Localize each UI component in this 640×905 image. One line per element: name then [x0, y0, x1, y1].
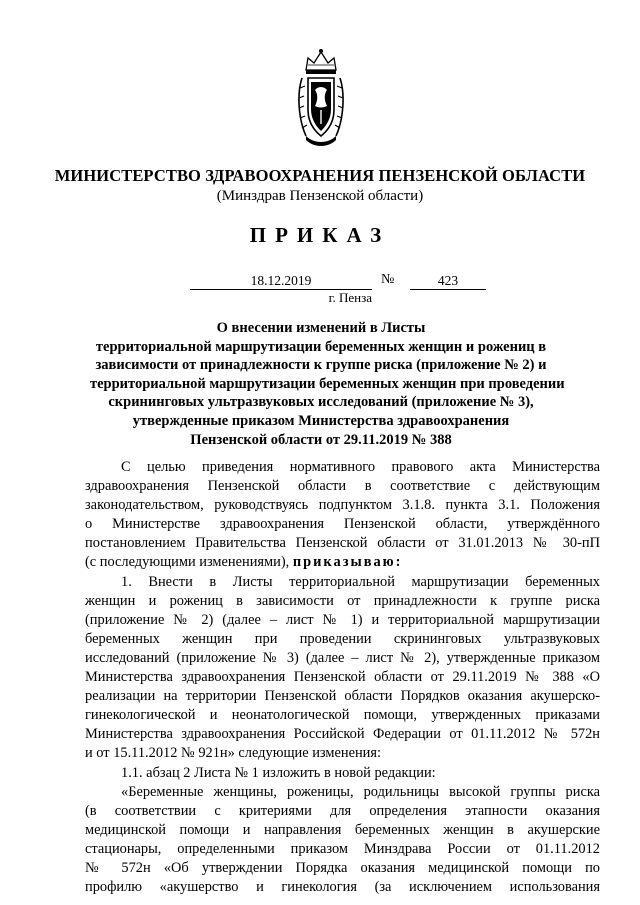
title-line: территориальной маршрутизации беременных женщин и рожениц в [95, 338, 547, 355]
order-city: г. Пенза [328, 290, 372, 305]
ministry-short-name: (Минздрав Пензенской области) [216, 188, 424, 204]
document-type-heading: ПРИКАЗ [249, 223, 391, 247]
body-line: Министерства здравоохранения Пензенской области от 29.11.2019 № 388 «О [85, 669, 600, 686]
title-line: территориальной маршрутизации беременных женщин при проведении [90, 375, 565, 392]
body-line: женщин и рожениц в зависимости от принадлежности к группе риска [85, 592, 600, 609]
body-line: № 572н «Об утверждении Порядка оказания медицинской помощи по [85, 859, 600, 876]
body-text-fragment: (с последующими изменениями), [85, 554, 293, 571]
body-line: о Министерстве здравоохранения Пензенской области, утверждённого [85, 516, 600, 533]
coat-of-arms-emblem [296, 48, 346, 150]
title-line: скрининговых ультразвуковых исследований (приложение № 3), [108, 394, 534, 411]
body-line: гинекологической и неонатологической помощи, утвержденных приказами [85, 707, 600, 724]
body-line: здравоохранения Пензенской области в соответствие с действующим [85, 478, 600, 495]
body-line: законодательством, руководствуясь подпунктом 3.1.8. пункта 3.1. Положения [85, 497, 600, 514]
number-sign: № [381, 272, 395, 287]
order-number: 423 [410, 273, 486, 290]
title-line: зависимости от принадлежности к группе риска (приложение № 2) и [95, 357, 547, 374]
body-line: 1. Внести в Листы территориальной маршрутизации беременных [121, 573, 600, 590]
body-line: профилю «акушерство и гинекология (за исключением использования [85, 879, 600, 896]
title-line: утвержденные приказом Министерства здравоохранения [132, 412, 510, 429]
body-line: исследований (приложение № 3) (далее – лист № 2), утвержденные приказом [85, 649, 600, 666]
body-line: (приложение № 2) (далее – лист № 1) и территориальной маршрутизации [85, 611, 600, 628]
order-body [85, 458, 600, 897]
body-line [85, 553, 600, 572]
body-line: 1.1. абзац 2 Листа № 1 изложить в новой редакции: [121, 764, 436, 781]
body-line: постановлением Правительства Пензенской области от 31.01.2013 № 30-пП [85, 535, 600, 552]
body-line: Министерства здравоохранения Российской Федерации от 01.11.2012 № 572н [85, 726, 600, 743]
ministry-name: МИНИСТЕРСТВО ЗДРАВООХРАНЕНИЯ ПЕНЗЕНСКОЙ ОБЛАСТИ [54, 166, 586, 185]
body-line: и от 15.11.2012 № 921н» следующие изменения: [85, 745, 382, 762]
order-command: приказываю: [292, 554, 403, 571]
title-line: Пензенской области от 29.11.2019 № 388 [190, 431, 452, 448]
body-line: «Беременные женщины, роженицы, родильницы высокой группы риска [121, 783, 600, 800]
order-date: 18.12.2019 [190, 273, 372, 290]
body-line: беременных женщин при проведении скрининговых ультразвуковых [85, 630, 600, 647]
body-line: медицинской помощи и направления беременных женщин в акушерские [85, 821, 600, 838]
body-line: С целью приведения нормативного правового акта Министерства [121, 459, 600, 475]
order-title [90, 319, 565, 449]
body-line: стационары, определенными приказом Минздрава России от 01.11.2012 [85, 840, 600, 857]
title-line: О внесении изменений в Листы [216, 320, 426, 336]
body-line: реализации на территории Пензенской области Порядков оказания акушерско- [85, 688, 600, 705]
body-line: (в соответствии с критериями для определения этапности оказания [85, 802, 600, 819]
